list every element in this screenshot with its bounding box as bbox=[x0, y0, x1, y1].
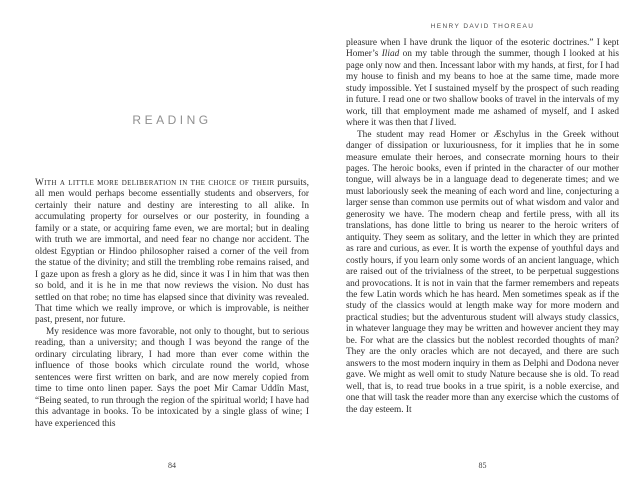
running-header: HENRY DAVID THOREAU bbox=[430, 23, 535, 30]
left-page-number: 84 bbox=[168, 461, 176, 470]
paragraph: pleasure when I have drunk the liquor of the esoteric doctrines.” I kept Homer’s Iliad on my table through the summer, though I looked at his page only now and then. Incessant labor with my hands, at first, for I had my house to finish and my beans to hoe at the same time, made more study impossible. Yet I sustained myself by the prospect of such reading in future. I read one or two shallow books of travel in the intervals of my work, till that employment made me ashamed of myself, and I asked where it was then that I lived. bbox=[346, 38, 619, 129]
page-right bbox=[346, 0, 619, 487]
page-left bbox=[35, 0, 309, 487]
left-page-text bbox=[35, 178, 309, 430]
paragraph: The student may read Homer or Æschylus in the Greek without danger of dissipation or luxuriousness, for it implies that he in some measure emulate their heroes, and consecrate morning hours to their pages. The heroic books, even if printed in the character of our mother tongue, will always be in a language dead to degenerate times; and we must laboriously seek the meaning of each word and line, conjecturing a larger sense than common use permits out of what wisdom and valor and generosity we have. The modern cheap and fertile press, with all its translations, has done little to bring us nearer to the heroic writers of antiquity. They seem as solitary, and the letter in which they are printed as rare and curious, as ever. It is worth the expense of youthful days and costly hours, if you learn only some words of an ancient language, which are raised out of the trivialness of the street, to be perpetual suggestions and provocations. It is not in vain that the farmer remembers and repeats the few Latin words which he has heard. Men sometimes speak as if the study of the classics would at length make way for more modern and practical studies; but the adventurous student will always study classics, in whatever language they may be written and however ancient they may be. For what are the classics but the noblest recorded thoughts of man? They are the only oracles which are not decayed, and there are such answers to the most modern inquiry in them as Delphi and Dodona never gave. We might as well omit to study Nature because she is old. To read well, that is, to read true books in a true spirit, is a noble exercise, and one that will task the reader more than any exercise which the customs of the day esteem. It bbox=[346, 129, 619, 415]
paragraph: My residence was more favorable, not only to thought, but to serious reading, than a university; and though I was beyond the range of the ordinary circulating library, I had more than ever come within the influence of those books which circulate round the world, whose sentences were first written on bark, and are now merely copied from time to time onto linen paper. Says the poet Mir Camar Uddîn Mast, “Being seated, to run through the region of the spiritual world; I have had this advantage in books. To be intoxicated by a single glass of wine; I have experienced this bbox=[35, 326, 309, 429]
right-page-text bbox=[346, 38, 619, 416]
paragraph: With a little more deliberation in the choice of their pursuits, all men would perhaps become essentially students and observers, for certainly their nature and destiny are interesting to all alike. In accumulating property for ourselves or our posterity, in founding a family or a state, or acquiring fame even, we are mortal; but in dealing with truth we are immortal, and need fear no change nor accident. The oldest Egyptian or Hindoo philosopher raised a corner of the veil from the statue of the divinity; and still the trembling robe remains raised, and I gaze upon as fresh a glory as he did, since it was I in him that was then so bold, and it is he in me that now reviews the vision. No dust has settled on that robe; no time has elapsed since that divinity was revealed. That time which we really improve, or which is improvable, is neither past, present, nor future. bbox=[35, 178, 309, 326]
chapter-title: READING bbox=[132, 113, 212, 127]
right-page-number: 85 bbox=[478, 461, 487, 470]
